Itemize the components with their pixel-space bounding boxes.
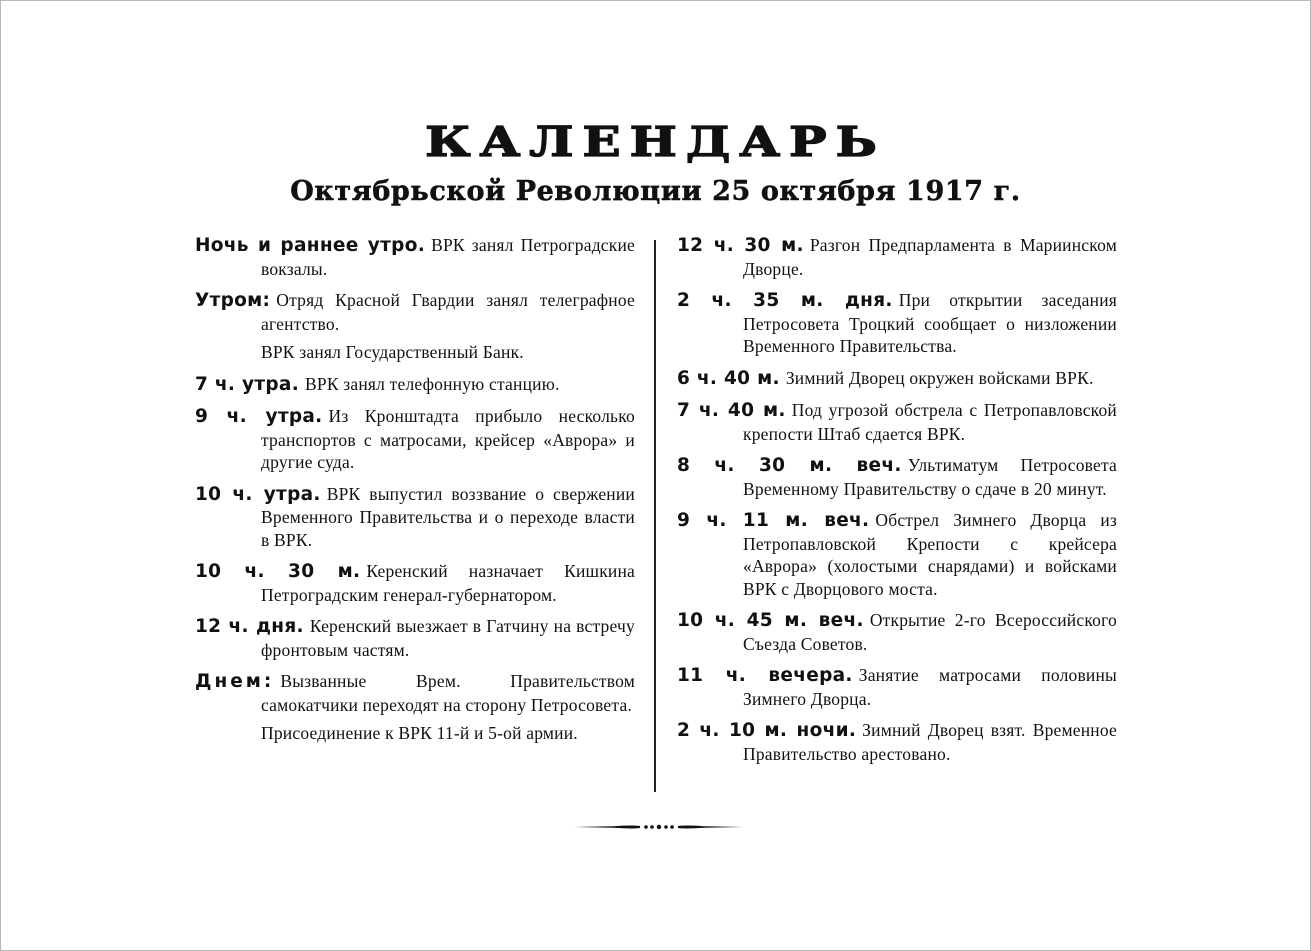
column-divider [654,240,656,792]
calendar-entry [195,373,635,397]
entry-text: Ультиматум Петросовета Временному Правительству о сдаче в 20 минут. [743,455,1117,499]
calendar-entry-continuation [195,722,635,745]
entry-time: 7 ч. 40 м. [677,400,786,421]
calendar-entry [195,483,635,552]
entry-time: 2 ч. 35 м. дня. [677,290,893,311]
entry-time: 2 ч. 10 м. ночи. [677,720,857,741]
entry-time: 10 ч. утра. [195,483,321,505]
calendar-entry [677,454,1117,500]
entry-time: 11 ч. вечера. [677,665,853,686]
entry-time: 10 ч. 30 м. [195,561,361,582]
entry-time: Днем: [195,671,275,692]
calendar-entry [677,509,1117,600]
calendar-entry [677,719,1117,765]
calendar-entry [195,234,635,280]
entry-text: Присоединение к ВРК 11-й и 5-ой армии. [261,723,578,743]
calendar-entry [195,560,635,606]
entry-text: Отряд Красной Гвардии занял телеграфное агентство. [261,290,635,334]
entry-text: Разгон Предпарламента в Мариинском Дворце. [743,235,1117,279]
calendar-entry [677,367,1117,391]
decorative-rule-icon [574,820,744,834]
entry-text: Керенский выезжает в Гатчину на встречу фронтовым частям. [261,616,635,660]
entry-text: Вызванные Врем. Правительством самокатчики переходят на сторону Петросовета. [261,671,635,715]
calendar-entry [677,289,1117,358]
left-column [195,234,635,754]
entry-text: Под угрозой обстрела с Петропавловской крепости Штаб сдается ВРК. [743,400,1117,444]
page-title: КАЛЕНДАРЬ [425,117,886,166]
calendar-entry [195,289,635,335]
entry-time: Ночь и раннее утро. [195,235,426,256]
calendar-entry [195,670,635,716]
entry-time: 8 ч. 30 м. веч. [677,455,902,476]
entry-time: 12 ч. дня. [195,616,304,637]
page-subtitle: Октябрьской Революции 25 октября 1917 г. [290,176,1021,207]
entry-text: Зимний Дворец окружен войсками ВРК. [785,367,1094,388]
entry-time: 7 ч. утра. [195,373,300,395]
calendar-entry [677,234,1117,280]
entry-text: Открытие 2-го Всероссийского Съезда Советов. [743,610,1117,654]
entry-time: 9 ч. утра. [195,406,323,427]
entry-text: ВРК занял Государственный Банк. [261,342,524,362]
entry-text: Керенский назначает Кишкина Петроградским генерал-губернатором. [261,561,635,605]
entry-time: 9 ч. 11 м. веч. [677,510,870,531]
entry-text: ВРК занял Петроградские вокзалы. [261,235,635,279]
entry-text: Из Кронштадта прибыло несколько транспортов с матросами, крейсер «Аврора» и другие суда. [261,406,635,472]
entry-text: Зимний Дворец взят. Временное Правительство арестовано. [743,720,1117,764]
calendar-entry [195,615,635,661]
calendar-entry [677,664,1117,710]
calendar-entry [677,609,1117,655]
right-column [677,234,1117,774]
calendar-entry [195,405,635,474]
entry-time: 12 ч. 30 м. [677,235,804,256]
entry-text: ВРК выпустил воззвание о свержении Временного Правительства и о переходе власти в ВРК. [261,483,635,550]
entry-time: Утром: [195,290,271,311]
entry-text: ВРК занял телефонную станцию. [305,373,560,394]
entry-text: Обстрел Зимнего Дворца из Петропавловской Крепости с крейсера «Аврора» (холостыми снарядами) и войсками ВРК с Дворцового моста. [743,510,1117,599]
entry-text: При открытии заседания Петросовета Троцкий сообщает о низложении Временного Правительства. [743,290,1118,356]
entry-time: 10 ч. 45 м. веч. [677,610,864,631]
entry-time: 6 ч. 40 м. [677,367,780,389]
calendar-entry-continuation [195,341,635,364]
calendar-entry [677,399,1117,445]
entry-text: Занятие матросами половины Зимнего Дворца. [743,665,1117,709]
